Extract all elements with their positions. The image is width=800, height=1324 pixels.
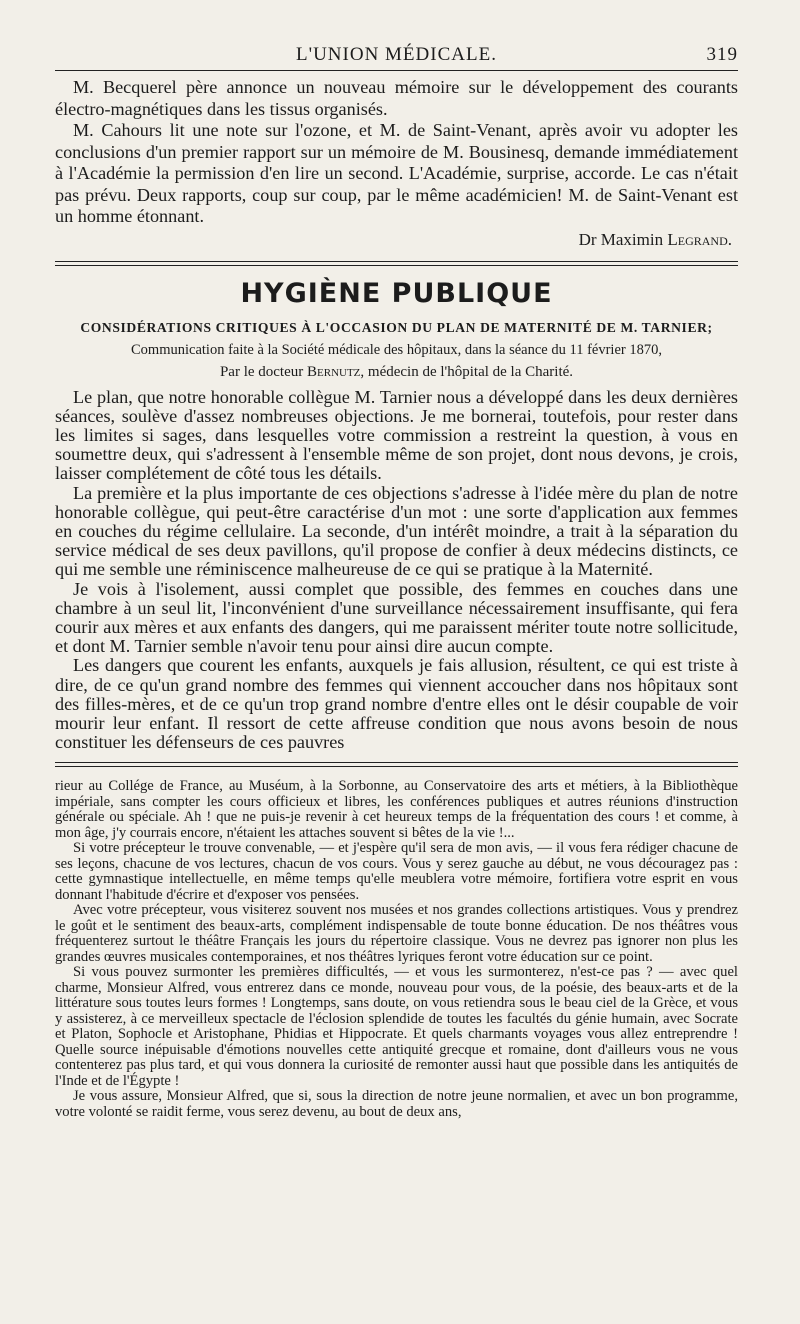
author-name: Bernutz bbox=[307, 363, 361, 380]
journal-title: L'UNION MÉDICALE. bbox=[296, 44, 497, 65]
signature-prefix: Dr Maximin bbox=[578, 229, 668, 249]
running-header bbox=[55, 40, 738, 71]
feuilleton-paragraph: Si votre précepteur le trouve convenable, — et j'espère qu'il sera de mon avis, — il vous fera rédiger chacune de ses leçons, chacune de vos lectures, chacun de vos cours. Vous y serez gauche au début, ne vous découragez pas : cette gymnastique intellectuelle, en même temps qu'elle meublera votre mémoire, fortifiera votre esprit en vous donnant l'habitude d'écrire et d'exposer vos pensées. bbox=[55, 840, 738, 903]
academy-report-section bbox=[55, 77, 738, 251]
feuilleton-divider bbox=[55, 762, 738, 767]
page-number: 319 bbox=[706, 44, 738, 65]
author-prefix: Par le docteur bbox=[219, 363, 308, 380]
section-divider bbox=[55, 261, 738, 266]
paragraph-becquerel: M. Becquerel père annonce un nouveau mémoire sur le développement des courants électro-magnétiques dans les tissus organisés. bbox=[55, 77, 738, 119]
signature-name: Legrand. bbox=[667, 229, 732, 249]
body-paragraph: Le plan, que notre honorable collègue M. Tarnier nous a développé dans les deux dernières séances, soulève d'assez nombreuses objections. Je me bornerai, toutefois, pour rester dans les limites si sages, dans lesquelles votre commission a restreint la question, à vous en soumettre deux, qui s'adressent à l'ensemble même de son projet, dont nous devons, je crois, laisser complétement de côté tous les détails. bbox=[55, 386, 738, 484]
section-heading: HYGIÈNE PUBLIQUE bbox=[240, 277, 553, 309]
body-paragraph: Les dangers que courent les enfants, auxquels je fais allusion, résultent, ce qui est triste à dire, de ce qu'un grand nombre des femmes qui viennent accoucher dans nos hôpitaux sont des filles-mères, et de ce qu'un trop grand nombre d'entre elles ont le désir coupable de voir mourir leur enfant. Il ressort de cette affreuse condition que nous avons besoin de nous constituer les défenseurs de ces pauvres bbox=[55, 655, 738, 753]
feuilleton-paragraph: Si vous pouvez surmonter les premières difficultés, — et vous les surmonterez, n'est-ce pas ? — avec quel charme, Monsieur Alfred, vous entrerez dans ce monde, nouveau pour vous, de la poésie, des beaux-arts et de la littérature sous toutes leurs formes ! Longtemps, sans doute, on vous retiendra sous le beau ciel de la Grèce, et vous y assisterez, à ce merveilleux spectacle de l'éclosion splendide de toutes les facultés du génie humain, avec Socrate et Platon, Sophocle et Aristophane, Phidias et Hippocrate. Et quels charmants voyages vous allez entreprendre ! Quelle source inépuisable d'émotions nouvelles cette antiquité grecque et romaine, dont d'ailleurs vous ne vous contenterez pas plus tard, et qui vous donnera la curiosité de remonter aussi haut que possible dans les antiquités de l'Inde et de l'Égypte ! bbox=[55, 964, 738, 1089]
body-paragraph: Je vois à l'isolement, aussi complet que possible, des femmes en couches dans une chambre à un seul lit, l'inconvénient d'une surveillance nécessairement insuffisante, qui fera courir aux mères et aux enfants des dangers, qui me paraissent mériter toute notre sollicitude, et dont M. Tarnier semble n'avoir tenu pour ainsi dire aucun compte. bbox=[55, 578, 738, 657]
paragraph-cahours: M. Cahours lit une note sur l'ozone, et M. de Saint-Venant, après avoir vu adopter les conclusions d'un premier rapport sur un mémoire de M. Bousinesq, demande immédiatement à l'Académie la permission d'en lire un second. L'Académie, surprise, accorde. Le cas n'était pas prévu. Deux rapports, coup sur coup, par le même académicien! M. de Saint-Venant est un homme étonnant. bbox=[55, 120, 738, 226]
article-title: CONSIDÉRATIONS CRITIQUES À L'OCCASION DU PLAN DE MATERNITÉ DE M. TARNIER; bbox=[80, 319, 713, 335]
feuilleton-section bbox=[55, 779, 738, 1120]
article-communication-note: Communication faite à la Société médicale des hôpitaux, dans la séance du 11 février 1870, bbox=[131, 341, 662, 358]
author-suffix: , médecin de l'hôpital de la Charité. bbox=[360, 363, 574, 380]
article-body bbox=[55, 388, 738, 753]
signature bbox=[55, 229, 738, 251]
feuilleton-paragraph: Je vous assure, Monsieur Alfred, que si, sous la direction de notre jeune normalien, et avec un bon programme, votre volonté se raidit ferme, vous serez devenu, au bout de deux ans, bbox=[55, 1088, 738, 1120]
feuilleton-paragraph: rieur au Collége de France, au Muséum, à la Sorbonne, au Conservatoire des arts et métiers, à la Bibliothèque impériale, sans compter les cours officieux et libres, les conférences publiques et autres réunions d'instruction générale ou spéciale. Ah ! que ne puis-je revenir à cet heureux temps de la fréquentation des cours ! et comme, à mon âge, j'y courrais encore, n'étaient les attaches souvent si bêtes de la vie !... bbox=[55, 778, 738, 841]
body-paragraph: La première et la plus importante de ces objections s'adresse à l'idée mère du plan de notre honorable collègue, qui peut-être caractérise d'un mot : une sorte d'application aux femmes en couches du régime cellulaire. La seconde, d'un intérêt moindre, a trait à la séparation du service médical de ses deux pavillons, qu'il propose de confier à deux médecins distincts, ce qui me semble une réminiscence malheureuse de ce qui se pratique à la Maternité. bbox=[55, 482, 738, 580]
article-author-line bbox=[55, 363, 738, 382]
feuilleton-paragraph: Avec votre précepteur, vous visiterez souvent nos musées et nos grandes collections artistiques. Vous y prendrez le goût et le sentiment des beaux-arts, complément indispensable de toute bonne éducation. De nos théâtres vous fréquenterez surtout le théâtre Français les jours du répertoire classique. Vous ne devrez pas ignorer non plus les grandes œuvres musicales contemporaines, et nos théâtres lyriques feront votre éducation sur ce point. bbox=[55, 902, 738, 965]
